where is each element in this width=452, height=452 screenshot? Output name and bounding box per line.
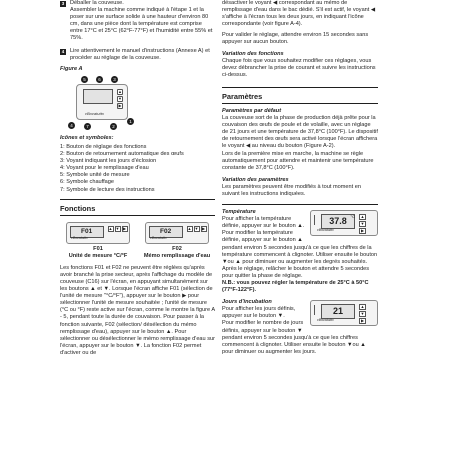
step-number: 3 xyxy=(61,1,65,6)
legend-item: 7: Symbole de lecture des instructions xyxy=(60,186,155,193)
legend-item: 1: Bouton de réglage des fonctions xyxy=(60,143,147,150)
right-column xyxy=(222,0,378,356)
callout-1: 1 xyxy=(127,118,134,125)
legend-item: 6: Symbole chauffage xyxy=(60,179,115,186)
callout-2: 2 xyxy=(110,123,117,130)
temperature-device xyxy=(310,210,378,236)
f01-screen: F01 xyxy=(70,226,104,238)
turn-button[interactable]: ▶ xyxy=(360,228,365,234)
temperature-heading: Température xyxy=(222,209,256,216)
defaults-text-2: Lors de la première mise en marche, la machine se règle automatiquement pour attendre et maintenir une température constante de 37,8°C (100°F). xyxy=(222,150,374,171)
legend-item: 3: Voyant indiquant les jours d'éclosion xyxy=(60,158,157,165)
section-rule xyxy=(60,199,215,200)
variation-params-text: Les paramètres peuvent être modifiés à tout moment en suivant les instructions indiquées. xyxy=(222,183,361,197)
up-button[interactable]: ▲ xyxy=(187,225,192,231)
temperature-note: N.B.: vous pouvez régler la température de 25°C à 50°C (77°F-122°F). xyxy=(222,280,369,294)
f02-caption: Mémo remplissage d'eau xyxy=(143,252,211,259)
down-button[interactable]: ▼ xyxy=(360,311,365,317)
function-figures xyxy=(60,222,215,260)
validate-text: Pour valider le réglage, attendre environ 15 secondes sans appuyer sur aucun bouton. xyxy=(222,32,369,46)
legend-list xyxy=(60,144,215,194)
legend-item: 2: Bouton de retournement automatique des œufs xyxy=(60,151,184,158)
turn-button[interactable]: ▶ xyxy=(360,318,365,324)
callout-7: 7 xyxy=(84,123,91,130)
section-underline xyxy=(60,215,215,216)
unit-symbol: °C xyxy=(350,214,355,220)
water-reminder-text: désactiver le voyant ◀ correspondant au mémo de remplissage d'eau dans le bac dédié. S'il est actif, le voyant ◀ s'affiche à l'écran tous les deux jours, en indiquant l'icône correspondante (voir figure A-4). xyxy=(222,0,376,28)
f02-screen: F02 xyxy=(149,226,183,238)
panel-buttons xyxy=(117,89,125,110)
down-button[interactable]: ▼ xyxy=(194,225,199,231)
f02-caption-code: F02 xyxy=(172,245,182,252)
thermometer-icon xyxy=(314,215,319,225)
f02-device xyxy=(145,222,209,244)
variation-params-heading: Variation des paramètres xyxy=(222,176,289,183)
temperature-text-2: Après le réglage, relâcher le bouton et attendre 5 secondes pour quitter la phase de réglage. xyxy=(222,265,370,279)
callout-3: 3 xyxy=(111,76,118,83)
temperature-figure xyxy=(310,210,378,236)
variation-heading: Variation des fonctions xyxy=(222,50,284,57)
defaults-heading: Paramètres par défaut xyxy=(222,107,282,114)
thermometer-icon xyxy=(314,305,319,315)
f01-caption-code: F01 xyxy=(93,245,103,252)
f01-device xyxy=(66,222,130,244)
f01-caption: Unité de mesure °C/°F xyxy=(68,252,128,259)
fonctions-title: Fonctions xyxy=(60,203,96,213)
up-button[interactable]: ▲ xyxy=(360,214,365,220)
step-number: 4 xyxy=(61,48,65,54)
brand-logo: cBovatutto xyxy=(71,235,88,240)
incubation-days-section xyxy=(222,299,378,356)
parametres-title: Paramètres xyxy=(222,91,263,101)
f02-figure xyxy=(143,222,211,260)
figure-a-control-panel xyxy=(68,76,134,130)
turn-button[interactable]: ▶ xyxy=(118,102,122,108)
step-4-text: Lire attentivement le manuel d'instructions (Annexe A) et procéder au réglage de la couveuse. xyxy=(70,47,210,61)
up-button[interactable]: ▲ xyxy=(118,88,122,94)
callout-4: 4 xyxy=(68,122,75,129)
brand-logo: cBovatutto xyxy=(85,110,104,116)
turn-button[interactable]: ▶ xyxy=(201,225,206,231)
brand-logo: cBovatutto xyxy=(317,318,334,323)
left-column xyxy=(60,0,215,357)
turn-button[interactable]: ▶ xyxy=(122,225,127,231)
fonctions-text: Les fonctions F01 et F02 ne peuvent être réglées qu'après avoir branché la prise secteur, après l'affichage du modèle de couveuse (C16) sur l'écran, en appuyant simultanément sur les boutons ▲ et ▼. Lorsque l'écran affiche F01 (sélection de l'unité de mesure "°C/°F"), appuyer sur le bouton ▶ pour sélectionner l'unité de mesure souhaitée ; l'unité de mesure (°C ou °F) reste active sur l'écran, comme le montre la figure A - 5, pendant toute la durée de couvaison. Pour passer à la fonction suivante, F02 (sélection/ désélection du mémo remplissage d'eau), appuyer sur le bouton ▲. Pour sélectionner ou désélectionner le mémo remplissage d'eau sur l'écran, appuyer sur le bouton ▼. La fonction F02 permet d'activer ou de xyxy=(60,264,215,356)
days-figure xyxy=(310,300,378,326)
down-button[interactable]: ▼ xyxy=(360,221,365,227)
brand-logo: cBovatutto xyxy=(150,235,167,240)
days-heading: Jours d'incubation xyxy=(222,299,272,306)
section-rule xyxy=(222,87,378,88)
step-4 xyxy=(60,48,215,62)
legend-item: 4: Voyant pour le remplissage d'eau xyxy=(60,165,149,172)
legend-item: 5: Symbole unité de mesure xyxy=(60,172,130,179)
legend-heading: Icônes et symboles: xyxy=(60,134,114,141)
days-screen: 21 xyxy=(321,304,355,319)
figure-label: Figure A xyxy=(60,65,83,72)
up-button[interactable]: ▲ xyxy=(360,304,365,310)
days-text-2: Pour modifier le nombre de jours définis, appuyer sur le bouton ▼ pendant environ 5 secondes jusqu'à ce que les chiffres commencent à clignoter. Utiliser ensuite le bouton ▼ou ▲ pour diminuer ou augmenter les jours. xyxy=(222,320,366,355)
f01-figure xyxy=(64,222,132,260)
up-button[interactable]: ▲ xyxy=(108,225,113,231)
display-screen xyxy=(83,89,113,104)
callout-6: 6 xyxy=(96,76,103,83)
section-underline xyxy=(222,103,378,104)
brand-logo: cBovatutto xyxy=(317,227,334,232)
step-3-text: Assembler la machine comme indiqué à l'étape 1 et la poser sur une surface solide à une hauteur d'environ 80 cm, dans une pièce dont la température est comprise entre 17°C et 25°C (62°F-77°F) et l'humidité entre 55% et 75%. xyxy=(70,7,213,42)
control-panel xyxy=(76,84,128,120)
days-device xyxy=(310,300,378,326)
defaults-text: La couveuse sort de la phase de production déjà prête pour la couvaison des œufs de poule et de volaille, avec un réglage de 21 jours et une température de 37,8°C (100°F). Le dispositif de retournement des œufs sera activé lorsque l'écran affichera le voyant ◀ au niveau du bouton (Figure A-2). xyxy=(222,115,378,150)
temperature-section xyxy=(222,209,378,294)
step-3-title: Déballer la couveuse. xyxy=(70,0,124,6)
down-button[interactable]: ▼ xyxy=(115,225,120,231)
variation-text: Chaque fois que vous souhaitez modifier ces réglages, vous devez débrancher la prise de courant et suivre les instructions ci-dessus. xyxy=(222,57,376,78)
days-text: Pour afficher les jours définis, appuyer sur le bouton ▼. xyxy=(222,306,296,320)
temperature-text: Pour afficher la température définie, appuyer sur le bouton ▲. Pour modifier la température définie, appuyer sur le bouton ▲ pendant environ 5 secondes jusqu'à ce que les chiffres de la température commencent à clignoter. Utiliser ensuite le bouton ▼ou ▲ pour diminuer ou augmenter les degrés souhaités. xyxy=(222,216,378,265)
section-rule xyxy=(222,204,378,205)
down-button[interactable]: ▼ xyxy=(118,95,122,101)
callout-5: 5 xyxy=(81,76,88,83)
step-3 xyxy=(60,0,215,43)
temperature-screen: 37.8 xyxy=(321,214,355,229)
